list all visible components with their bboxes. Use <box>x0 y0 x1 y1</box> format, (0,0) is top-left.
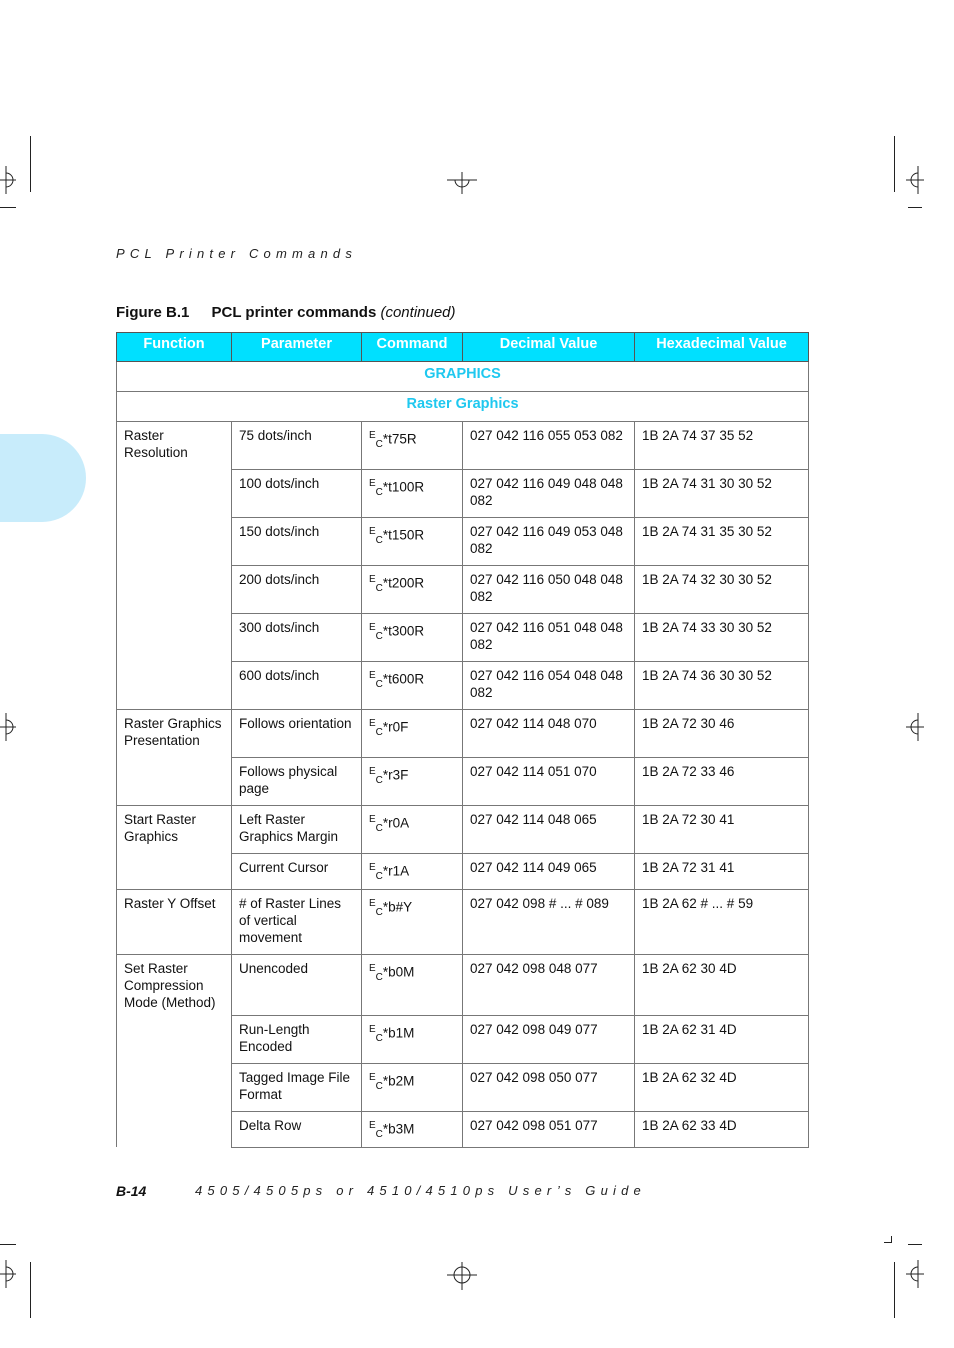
table-row <box>117 806 809 854</box>
section-row <box>117 362 809 392</box>
function-cell <box>117 662 232 710</box>
escape-symbol: C <box>375 972 383 984</box>
escape-symbol: E <box>369 478 376 489</box>
escape-symbol: E <box>369 574 376 585</box>
crop-mark <box>0 1244 16 1245</box>
column-header: Hexadecimal Value <box>635 333 809 362</box>
crop-mark <box>891 1236 892 1243</box>
command-cell <box>362 890 463 955</box>
hex-cell: 1B 2A 62 31 4D <box>635 1015 809 1063</box>
escape-symbol: E <box>369 526 376 537</box>
hex-cell: 1B 2A 74 31 30 30 52 <box>635 470 809 518</box>
section-tab <box>0 434 86 522</box>
parameter-cell: Tagged Image File Format <box>232 1063 362 1111</box>
hex-cell: 1B 2A 74 31 35 30 52 <box>635 518 809 566</box>
decimal-cell: 027 042 116 055 053 082 <box>463 422 635 470</box>
escape-symbol: E <box>369 670 376 681</box>
command-cell <box>362 806 463 854</box>
decimal-cell: 027 042 116 049 053 048 082 <box>463 518 635 566</box>
escape-symbol: C <box>375 1128 383 1140</box>
escape-symbol: E <box>369 1071 376 1083</box>
decimal-cell: 027 042 116 050 048 048 082 <box>463 566 635 614</box>
function-cell <box>117 566 232 614</box>
escape-symbol: C <box>375 775 383 787</box>
table-row <box>117 1015 809 1063</box>
decimal-cell: 027 042 114 051 070 <box>463 758 635 806</box>
subsection-row <box>117 392 809 422</box>
escape-symbol: C <box>375 439 383 451</box>
table-row <box>117 566 809 614</box>
hex-cell: 1B 2A 74 32 30 30 52 <box>635 566 809 614</box>
table-row <box>117 1111 809 1147</box>
parameter-cell: 200 dots/inch <box>232 566 362 614</box>
registration-mark-icon <box>0 1260 16 1288</box>
escape-symbol: E <box>369 814 376 825</box>
parameter-cell: Run-Length Encoded <box>232 1015 362 1063</box>
escape-symbol: C <box>375 907 383 919</box>
command-cell <box>362 1063 463 1111</box>
parameter-cell: Unencoded <box>232 955 362 1016</box>
decimal-cell: 027 042 098 049 077 <box>463 1015 635 1063</box>
command-text: *b#Y <box>382 899 413 915</box>
registration-mark-icon <box>906 1260 924 1288</box>
command-text: *b3M <box>382 1121 415 1137</box>
function-cell <box>117 518 232 566</box>
command-cell <box>362 710 463 758</box>
escape-symbol: E <box>369 862 376 873</box>
section-title: GRAPHICS <box>117 362 809 392</box>
command-cell <box>362 1111 463 1147</box>
crop-mark <box>0 207 16 208</box>
figure-continued: (continued) <box>380 304 456 321</box>
table-row <box>117 662 809 710</box>
command-cell <box>362 422 463 470</box>
function-cell <box>117 758 232 806</box>
command-cell <box>362 1015 463 1063</box>
command-text: *t600R <box>382 671 425 687</box>
crop-mark <box>30 136 31 192</box>
hex-cell: 1B 2A 62 # ... # 59 <box>635 890 809 955</box>
figure-title: PCL printer commands <box>211 304 377 321</box>
function-cell: Raster Graphics Presentation <box>117 710 232 758</box>
page-number: B-14 <box>116 1183 147 1199</box>
parameter-cell: 100 dots/inch <box>232 470 362 518</box>
escape-symbol: E <box>369 898 376 910</box>
registration-mark-icon <box>906 713 924 741</box>
registration-mark-icon <box>0 713 16 741</box>
table-row <box>117 614 809 662</box>
column-header: Parameter <box>232 333 362 362</box>
parameter-cell: # of Raster Lines of vertical movement <box>232 890 362 955</box>
escape-symbol: E <box>369 430 376 441</box>
function-cell <box>117 470 232 518</box>
hex-cell: 1B 2A 62 33 4D <box>635 1111 809 1147</box>
command-cell <box>362 518 463 566</box>
escape-symbol: C <box>375 1080 383 1092</box>
function-cell <box>117 1015 232 1063</box>
table-row <box>117 1063 809 1111</box>
escape-symbol: E <box>369 718 376 729</box>
table-row <box>117 710 809 758</box>
escape-symbol: E <box>369 1023 376 1035</box>
command-cell <box>362 614 463 662</box>
parameter-cell: 300 dots/inch <box>232 614 362 662</box>
parameter-cell: Follows orientation <box>232 710 362 758</box>
command-cell <box>362 955 463 1016</box>
column-header: Function <box>117 333 232 362</box>
command-text: *r1A <box>382 863 410 879</box>
decimal-cell: 027 042 116 051 048 048 082 <box>463 614 635 662</box>
parameter-cell: 600 dots/inch <box>232 662 362 710</box>
escape-symbol: C <box>375 1032 383 1044</box>
escape-symbol: C <box>375 823 383 835</box>
escape-symbol: C <box>375 871 383 883</box>
command-text: *r0F <box>382 719 409 735</box>
crop-mark <box>894 1262 895 1318</box>
decimal-cell: 027 042 116 049 048 048 082 <box>463 470 635 518</box>
table-row <box>117 518 809 566</box>
command-cell <box>362 662 463 710</box>
figure-caption <box>116 304 456 321</box>
registration-mark-icon <box>0 166 16 194</box>
parameter-cell: Follows physical page <box>232 758 362 806</box>
decimal-cell: 027 042 098 050 077 <box>463 1063 635 1111</box>
hex-cell: 1B 2A 62 30 4D <box>635 955 809 1016</box>
escape-symbol: C <box>375 631 383 643</box>
escape-symbol: E <box>369 622 376 633</box>
command-text: *b1M <box>382 1025 415 1041</box>
escape-symbol: E <box>369 766 376 777</box>
command-text: *r0A <box>382 815 410 831</box>
command-text: *t100R <box>382 479 425 495</box>
hex-cell: 1B 2A 72 31 41 <box>635 854 809 890</box>
crop-mark <box>908 1244 922 1245</box>
table-row <box>117 422 809 470</box>
commands-table <box>116 332 809 1148</box>
crop-mark <box>30 1262 31 1318</box>
table-header-row <box>117 333 809 362</box>
hex-cell: 1B 2A 72 33 46 <box>635 758 809 806</box>
hex-cell: 1B 2A 74 37 35 52 <box>635 422 809 470</box>
command-cell <box>362 758 463 806</box>
column-header: Command <box>362 333 463 362</box>
decimal-cell: 027 042 116 054 048 048 082 <box>463 662 635 710</box>
subsection-title: Raster Graphics <box>117 392 809 422</box>
table-row <box>117 758 809 806</box>
decimal-cell: 027 042 098 # ... # 089 <box>463 890 635 955</box>
registration-mark-icon <box>447 172 477 194</box>
figure-label: Figure B.1 <box>116 304 190 321</box>
hex-cell: 1B 2A 74 36 30 30 52 <box>635 662 809 710</box>
escape-symbol: C <box>375 679 383 691</box>
table-row <box>117 955 809 1016</box>
command-text: *r3F <box>382 767 409 783</box>
command-text: *t75R <box>382 431 417 447</box>
command-text: *t200R <box>382 575 425 591</box>
running-header: PCL Printer Commands <box>116 246 358 261</box>
registration-mark-icon <box>906 166 924 194</box>
parameter-cell: 150 dots/inch <box>232 518 362 566</box>
decimal-cell: 027 042 114 049 065 <box>463 854 635 890</box>
decimal-cell: 027 042 114 048 065 <box>463 806 635 854</box>
registration-mark-icon <box>447 1262 477 1290</box>
escape-symbol: C <box>375 535 383 547</box>
decimal-cell: 027 042 098 048 077 <box>463 955 635 1016</box>
guide-title: 4505/4505ps or 4510/4510ps User’s Guide <box>195 1183 646 1198</box>
command-text: *b2M <box>382 1073 415 1089</box>
column-header: Decimal Value <box>463 333 635 362</box>
function-cell: Raster Y Offset <box>117 890 232 955</box>
function-cell: Start Raster Graphics <box>117 806 232 854</box>
function-cell <box>117 1063 232 1111</box>
command-cell <box>362 854 463 890</box>
parameter-cell: Left Raster Graphics Margin <box>232 806 362 854</box>
command-text: *b0M <box>382 964 415 980</box>
escape-symbol: C <box>375 487 383 499</box>
parameter-cell: 75 dots/inch <box>232 422 362 470</box>
hex-cell: 1B 2A 62 32 4D <box>635 1063 809 1111</box>
parameter-cell: Delta Row <box>232 1111 362 1147</box>
escape-symbol: E <box>369 963 376 975</box>
hex-cell: 1B 2A 72 30 41 <box>635 806 809 854</box>
command-text: *t150R <box>382 527 425 543</box>
crop-mark <box>894 136 895 192</box>
hex-cell: 1B 2A 72 30 46 <box>635 710 809 758</box>
command-text: *t300R <box>382 623 425 639</box>
parameter-cell: Current Cursor <box>232 854 362 890</box>
function-cell: Set Raster Compression Mode (Method) <box>117 955 232 1016</box>
hex-cell: 1B 2A 74 33 30 30 52 <box>635 614 809 662</box>
escape-symbol: C <box>375 583 383 595</box>
decimal-cell: 027 042 098 051 077 <box>463 1111 635 1147</box>
command-cell <box>362 470 463 518</box>
table-row <box>117 854 809 890</box>
function-cell: Raster Resolution <box>117 422 232 470</box>
table-row <box>117 890 809 955</box>
escape-symbol: E <box>369 1119 376 1131</box>
decimal-cell: 027 042 114 048 070 <box>463 710 635 758</box>
command-cell <box>362 566 463 614</box>
escape-symbol: C <box>375 727 383 739</box>
crop-mark <box>908 207 922 208</box>
function-cell <box>117 854 232 890</box>
function-cell <box>117 614 232 662</box>
table-row <box>117 470 809 518</box>
function-cell <box>117 1111 232 1147</box>
